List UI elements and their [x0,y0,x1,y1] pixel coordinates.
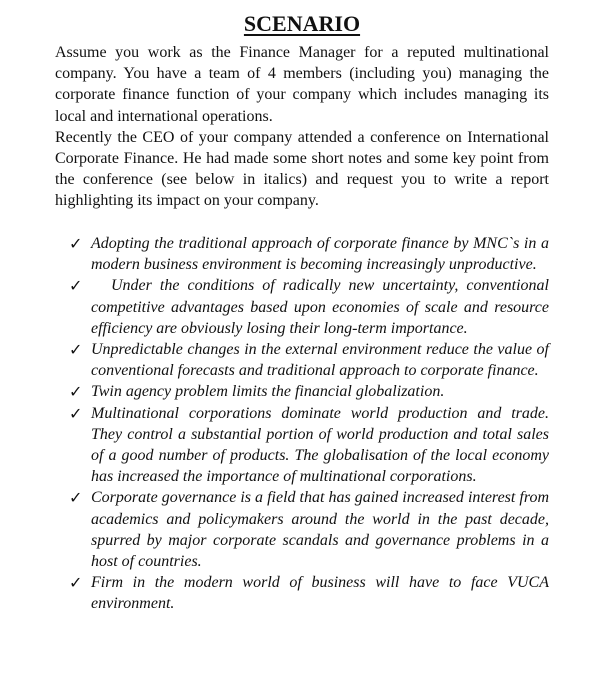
check-mark-icon: ✓ [69,573,83,593]
list-item [55,487,549,572]
check-mark-icon: ✓ [69,276,83,296]
check-mark-icon: ✓ [69,382,83,402]
list-item-text: Corporate governance is a field that has gained increased interest from academics and policymakers around the world in the past decade, spurred by major corporate scandals and governance problems in a host of countries. [91,489,549,571]
page-title [0,10,604,38]
check-mark-icon: ✓ [69,488,83,508]
list-item [55,572,549,614]
check-mark-icon: ✓ [69,234,83,253]
list-item-text: Twin agency problem limits the financial globalization. [91,383,445,401]
list-item [55,381,549,402]
key-points-list [55,233,549,615]
intro-section [55,42,549,212]
list-item [55,403,549,488]
list-item [55,339,549,381]
list-item-text: Adopting the traditional approach of corporate finance by MNC`s in a modern business environment is becoming increasingly unproductive. [91,235,549,274]
check-mark-icon: ✓ [69,403,83,423]
list-item [55,275,549,339]
list-item [55,233,549,275]
intro-paragraph-2: Recently the CEO of your company attended a conference on International Corporate Finance. He had made some short notes and some key point from the conference (see below in italics) and request you to write a report highlighting its impact on your company. [55,128,549,210]
list-item-text: Under the conditions of radically new uncertainty, conventional competitive advantages based upon economies of scale and resource efficiency are obviously losing their long-term importance. [91,277,549,337]
list-item-text: Multinational corporations dominate world production and trade. They control a substantial portion of world production and total sales of a good number of products. The globalisation of the local economy has increased the importance of multinational corporations. [91,404,549,486]
intro-paragraph-1: Assume you work as the Finance Manager for a reputed multinational company. You have a team of 4 members (including you) managing the corporate finance function of your company which includes managing its local and international operations. [55,44,549,125]
title-text: SCENARIO [243,11,361,36]
check-mark-icon: ✓ [69,340,83,360]
list-item-text: Unpredictable changes in the external environment reduce the value of conventional forecasts and traditional approach to corporate finance. [91,341,549,380]
list-item-text: Firm in the modern world of business will have to face VUCA environment. [91,574,549,613]
